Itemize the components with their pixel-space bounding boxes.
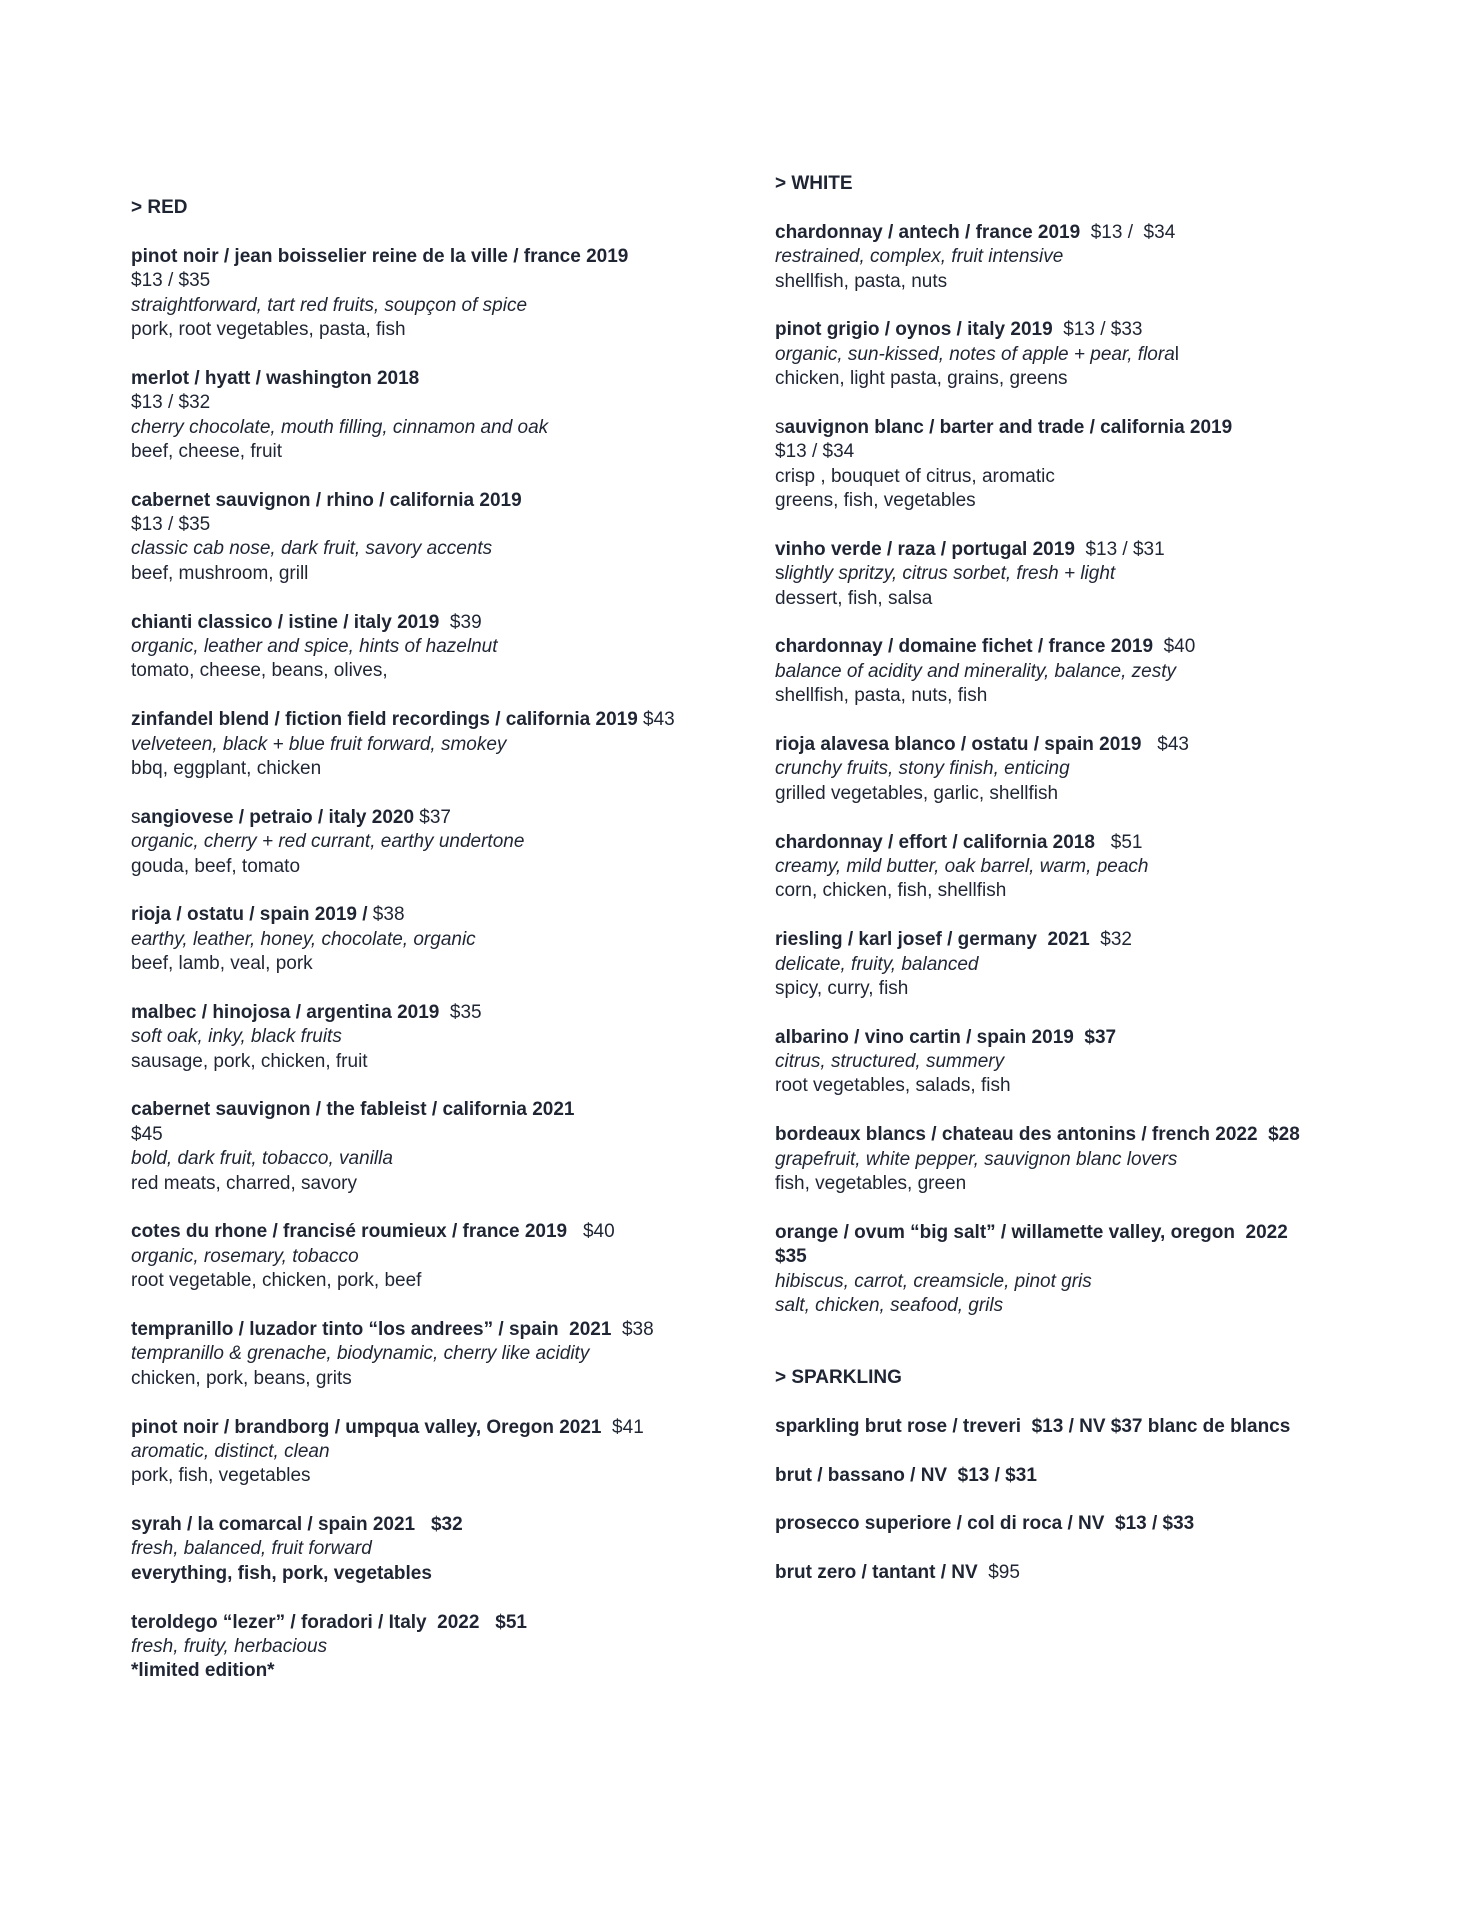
wine-detail-line [775,367,1415,391]
line-price: $13 / $33 [1052,319,1143,341]
line-text: aromatic, distinct, clean [131,1440,330,1462]
wine-entry [775,635,1415,708]
line-text: angiovese / petraio / italy 2020 [140,806,415,828]
wine-detail-line [131,659,771,683]
line-text: velveteen, black + blue fruit forward, smokey [131,733,507,755]
wine-detail-line [131,1537,771,1561]
line-text: bbq, eggplant, chicken [131,757,322,779]
wine-detail-line [775,879,1415,903]
wine-detail-line [131,416,771,440]
line-text: $45 [131,1123,163,1145]
wine-entry [775,221,1415,294]
wine-name [131,1318,771,1342]
line-text: shellfish, pasta, nuts, fish [775,685,988,707]
wine-detail-line [131,269,771,293]
wine-name [775,416,1415,440]
line-text: malbec / hinojosa / argentina 2019 [131,1001,440,1023]
wine-name [131,708,771,732]
wine-detail-line [131,1245,771,1269]
wine-entry [131,1611,771,1684]
wine-entry [131,245,771,343]
wine-name [131,806,771,830]
wine-entry [775,831,1415,904]
line-price: l [1174,343,1180,365]
wine-detail-line [775,245,1415,269]
sparkling-section [775,1366,1415,1586]
line-price: $38 [611,1318,654,1340]
wine-detail-line [131,1464,771,1488]
line-text: sausage, pork, chicken, fruit [131,1050,368,1072]
wine-detail-line [131,318,771,342]
wine-detail-line [775,1074,1415,1098]
wine-detail-line [775,489,1415,513]
wine-detail-line [775,757,1415,781]
wine-entry [775,1512,1415,1536]
line-text: red meats, charred, savory [131,1172,357,1194]
line-text: bordeaux blancs / chateau des antonins / french 2022 $28 [775,1124,1300,1146]
wine-name [775,1123,1415,1147]
line-text: sparkling brut rose / treveri $13 / NV $37 blanc de blancs [775,1415,1291,1437]
wine-name [775,1415,1415,1439]
wine-entry [131,367,771,465]
wine-name [775,1221,1415,1245]
line-text: grilled vegetables, garlic, shellfish [775,782,1059,804]
wine-name [775,1512,1415,1536]
line-price: $41 [601,1416,644,1438]
line-text: beef, lamb, veal, pork [131,953,313,975]
wine-detail-line [775,1294,1415,1318]
red-entries [131,245,771,1684]
line-text: syrah / la comarcal / spain 2021 $32 [131,1514,463,1536]
wine-name [131,903,771,927]
wine-detail-line [775,1148,1415,1172]
wine-detail-line [131,928,771,952]
line-text: cotes du rhone / francisé roumieux / france 2019 [131,1221,568,1243]
line-text: beef, mushroom, grill [131,562,309,584]
wine-entry [131,806,771,879]
wine-detail-line [775,587,1415,611]
line-price: $37 [414,806,451,828]
line-price: $32 [1089,929,1132,951]
line-text: chicken, pork, beans, grits [131,1367,352,1389]
line-text: tempranillo & grenache, biodynamic, cherry like acidity [131,1343,590,1365]
line-text: spicy, curry, fish [775,977,909,999]
line-text: bold, dark fruit, tobacco, vanilla [131,1148,393,1170]
wine-detail-line [131,757,771,781]
wine-detail-line [775,953,1415,977]
wine-name [775,831,1415,855]
line-text: $13 / $35 [131,270,211,292]
wine-detail-line [131,1269,771,1293]
line-text: root vegetable, chicken, pork, beef [131,1270,422,1292]
line-text: delicate, fruity, balanced [775,953,979,975]
line-text: $13 / $34 [775,441,855,463]
wine-detail-line [131,1635,771,1659]
line-text: organic, rosemary, tobacco [131,1245,359,1267]
line-price: $43 [637,709,675,731]
line-text: pinot noir / jean boisselier reine de la ville / france 2019 [131,245,629,267]
line-text: pork, fish, vegetables [131,1465,311,1487]
wine-entry [131,1220,771,1293]
wine-detail-line [775,1050,1415,1074]
wine-name [131,1611,771,1635]
line-text: organic, sun-kissed, notes of apple + pear, flora [775,343,1175,365]
line-price: $13 / $34 [1080,221,1176,243]
wine-entry [131,903,771,976]
line-price: $40 [567,1221,615,1243]
wine-entry [775,538,1415,611]
wine-entry [775,1561,1415,1585]
line-text: everything, fish, pork, vegetables [131,1562,432,1584]
line-text: soft oak, inky, black fruits [131,1026,342,1048]
wine-entry [775,318,1415,391]
line-text: earthy, leather, honey, chocolate, organic [131,928,476,950]
wine-name [131,1001,771,1025]
wine-detail-line [131,294,771,318]
wine-name [775,635,1415,659]
line-text: greens, fish, vegetables [775,490,976,512]
line-text: chardonnay / antech / france 2019 [775,221,1081,243]
line-text: grapefruit, white pepper, sauvignon blanc lovers [775,1148,1178,1170]
wine-detail-line [131,391,771,415]
wine-detail-line [131,1025,771,1049]
wine-entry [775,1415,1415,1439]
wine-entry [775,733,1415,806]
white-section [775,172,1415,1318]
wine-detail-line [131,1440,771,1464]
wine-detail-line [775,684,1415,708]
wine-entry [131,489,771,587]
wine-name [131,367,771,391]
line-price: $35 [439,1001,482,1023]
line-text: fresh, fruity, herbacious [131,1636,328,1658]
wine-detail-line [775,562,1415,586]
line-text: rioja / ostatu / spain 2019 / [131,904,368,926]
wine-detail-line [131,440,771,464]
line-text: pork, root vegetables, pasta, fish [131,318,406,340]
wine-detail-line [131,1342,771,1366]
line-text: tomato, cheese, beans, olives, [131,660,388,682]
line-text: $13 / $35 [131,514,211,536]
wine-name [775,928,1415,952]
line-text: $13 / $32 [131,392,211,414]
line-text: teroldego “lezer” / foradori / Italy 2022 $51 [131,1611,527,1633]
wine-detail-line [131,1147,771,1171]
wine-detail-line [775,343,1415,367]
wine-detail-line [775,782,1415,806]
line-text: chardonnay / domaine fichet / france 2019 [775,636,1154,658]
wine-detail-line [131,1659,771,1683]
line-text: corn, chicken, fish, shellfish [775,880,1007,902]
line-text: cabernet sauvignon / rhino / california 2019 [131,489,522,511]
wine-name [131,1416,771,1440]
wine-detail-line [131,1562,771,1586]
wine-detail-line [131,513,771,537]
wine-detail-line [131,1367,771,1391]
wine-entry [131,1001,771,1074]
line-text: lightly spritzy, citrus sorbet, fresh + light [784,563,1116,585]
wine-entry [131,708,771,781]
line-text: classic cab nose, dark fruit, savory accents [131,538,493,560]
line-price: $40 [1153,636,1196,658]
line-text: dessert, fish, salsa [775,587,933,609]
line-prefix: s [775,563,785,585]
wine-name [775,733,1415,757]
line-text: gouda, beef, tomato [131,855,301,877]
wine-name [775,221,1415,245]
line-text: $35 [775,1246,807,1268]
wine-entry [775,928,1415,1001]
line-prefix: s [131,806,141,828]
line-price: $13 / $31 [1074,538,1165,560]
line-text: restrained, complex, fruit intensive [775,246,1064,268]
line-prefix: s [775,416,785,438]
wine-detail-line [775,977,1415,1001]
wine-detail-line [131,537,771,561]
line-text: shellfish, pasta, nuts [775,270,948,292]
wine-detail-line [775,660,1415,684]
line-text: organic, leather and spice, hints of hazelnut [131,636,498,658]
line-text: *limited edition* [131,1660,275,1682]
line-text: cabernet sauvignon / the fableist / california 2021 [131,1099,575,1121]
wine-entry [131,611,771,684]
line-text: beef, cheese, fruit [131,440,283,462]
line-text: orange / ovum “big salt” / willamette valley, oregon 2022 [775,1221,1288,1243]
line-text: salt, chicken, seafood, grils [775,1294,1004,1316]
section-title-sparkling: > SPARKLING [775,1367,902,1388]
wine-detail-line [131,1172,771,1196]
line-text: straightforward, tart red fruits, soupçon of spice [131,294,528,316]
wine-detail-line [131,635,771,659]
wine-name [131,1220,771,1244]
line-text: hibiscus, carrot, creamsicle, pinot gris [775,1270,1092,1292]
line-price: $43 [1141,733,1189,755]
line-text: fish, vegetables, green [775,1173,967,1195]
wine-detail-line [775,440,1415,464]
line-text: zinfandel blend / fiction field recordings / california 2019 [131,709,638,731]
wine-entry [775,1221,1415,1319]
line-text: chicken, light pasta, grains, greens [775,368,1068,390]
line-text: balance of acidity and minerality, balance, zesty [775,660,1176,682]
wine-name [131,489,771,513]
line-text: auvignon blanc / barter and trade / california 2019 [784,416,1233,438]
line-text: fresh, balanced, fruit forward [131,1538,372,1560]
line-price: $95 [977,1562,1020,1584]
line-text: pinot noir / brandborg / umpqua valley, Oregon 2021 [131,1416,602,1438]
wine-entry [131,1416,771,1489]
line-text: chardonnay / effort / california 2018 [775,831,1095,853]
line-text: prosecco superiore / col di roca / NV $13 / $33 [775,1513,1195,1535]
wine-detail-line [775,1270,1415,1294]
sparkling-entries [775,1415,1415,1586]
wine-entry [775,1026,1415,1099]
wine-name [775,318,1415,342]
white-entries [775,221,1415,1319]
wine-detail-line [131,830,771,854]
wine-entry [775,416,1415,514]
line-text: pinot grigio / oynos / italy 2019 [775,319,1053,341]
wine-name [131,611,771,635]
line-text: albarino / vino cartin / spain 2019 $37 [775,1026,1117,1048]
wine-entry [131,1318,771,1391]
wine-detail-line [775,1245,1415,1269]
wine-name [775,1561,1415,1585]
wine-detail-line [775,1172,1415,1196]
line-text: citrus, structured, summery [775,1051,1005,1073]
line-price: $38 [367,904,405,926]
line-text: cherry chocolate, mouth filling, cinnamon and oak [131,416,549,438]
wine-name [131,245,771,269]
section-title-white: > WHITE [775,173,853,194]
wine-detail-line [131,562,771,586]
wine-name [775,1464,1415,1488]
wine-entry [775,1123,1415,1196]
line-text: tempranillo / luzador tinto “los andrees” / spain 2021 [131,1318,612,1340]
wine-detail-line [131,733,771,757]
line-text: brut zero / tantant / NV [775,1562,978,1584]
wine-name [775,1026,1415,1050]
section-title-red: > RED [131,197,188,218]
wine-name [131,1098,771,1122]
line-text: brut / bassano / NV $13 / $31 [775,1464,1037,1486]
wine-detail-line [131,1123,771,1147]
line-text: vinho verde / raza / portugal 2019 [775,538,1075,560]
wine-detail-line [775,270,1415,294]
line-text: root vegetables, salads, fish [775,1075,1011,1097]
line-text: chianti classico / istine / italy 2019 [131,611,440,633]
wine-entry [131,1098,771,1196]
wine-detail-line [131,952,771,976]
line-text: riesling / karl josef / germany 2021 [775,929,1090,951]
wine-entry [775,1464,1415,1488]
wine-detail-line [131,855,771,879]
wine-name [131,1513,771,1537]
line-price: $39 [439,611,482,633]
red-section [131,196,771,1684]
wine-detail-line [775,855,1415,879]
wine-detail-line [131,1050,771,1074]
wine-detail-line [775,465,1415,489]
wine-name [775,538,1415,562]
line-text: crunchy fruits, stony finish, enticing [775,758,1070,780]
wine-entry [131,1513,771,1586]
line-text: creamy, mild butter, oak barrel, warm, peach [775,855,1149,877]
line-text: organic, cherry + red currant, earthy undertone [131,831,525,853]
line-text: crisp , bouquet of citrus, aromatic [775,465,1055,487]
line-text: rioja alavesa blanco / ostatu / spain 2019 [775,733,1142,755]
line-price: $51 [1094,831,1143,853]
line-text: merlot / hyatt / washington 2018 [131,367,420,389]
